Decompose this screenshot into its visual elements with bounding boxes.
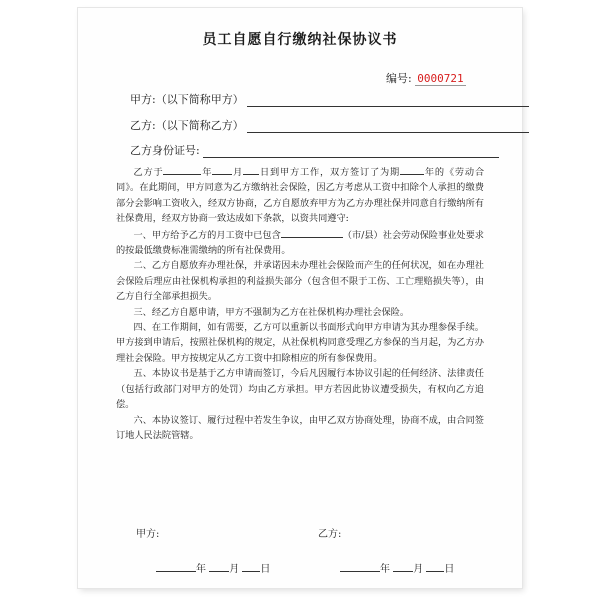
- intro-text-2: 年: [201, 167, 213, 178]
- party-b-month-label: 月: [413, 564, 424, 575]
- party-b-day-label: 日: [444, 564, 455, 575]
- party-a-label: 甲方:（以下简称甲方）: [130, 93, 244, 106]
- start-day-blank[interactable]: [243, 164, 259, 175]
- party-b-field[interactable]: [247, 120, 529, 133]
- party-a-month-label: 月: [229, 564, 240, 575]
- party-b-line: [130, 117, 529, 133]
- party-a-day-label: 日: [260, 564, 271, 575]
- clause-1-text-1: 一、甲方给予乙方的月工资中已包含: [133, 229, 281, 241]
- party-b-date: [340, 560, 454, 575]
- start-year-blank[interactable]: [163, 164, 201, 175]
- id-number-label: 乙方身份证号:: [130, 144, 200, 157]
- party-a-signature-label: 甲方:: [136, 529, 160, 540]
- party-b-signature-label: 乙方:: [318, 529, 342, 540]
- clause-6: 六、本协议签订、履行过程中若发生争议，由甲乙双方协商处理，协商不成，由合同签订地人民法院管辖。: [116, 414, 484, 441]
- intro-text-4: 日到甲方工作，双方签订了为期: [259, 167, 401, 178]
- clause-3: 三、经乙方自愿申请，甲方不强制为乙方在社保机构办理社会保险。: [133, 306, 410, 318]
- clause-1: [116, 227, 484, 259]
- id-number-line: [130, 142, 499, 158]
- id-number-field[interactable]: [203, 145, 499, 158]
- party-a-date: [156, 560, 270, 575]
- party-a-year-blank[interactable]: [156, 561, 196, 572]
- party-a-month-blank[interactable]: [209, 561, 229, 572]
- party-b-year-label: 年: [380, 564, 390, 575]
- party-b-label: 乙方:（以下简称乙方）: [130, 119, 244, 132]
- agreement-body: [116, 164, 484, 443]
- city-county-blank[interactable]: [281, 227, 343, 238]
- intro-text-5: 年的《劳动合同》。在此期间，甲方同意为乙方缴纳社会保险，因乙方考虑从工资中扣除个人承担的缴费部分会影响工资收入，经双方协商，乙方自愿放弃甲方为乙方办理社保并同意自行缴纳所有社保费用，经双方协商一致达成如下条款，以资共同遵守:: [116, 167, 485, 225]
- clause-5: 五、本协议书是基于乙方申请而签订，今后凡因履行本协议引起的任何经济、法律责任（包括行政部门对甲方的处罚）均由乙方承担。甲方若因此协议遭受损失，有权向乙方追偿。: [116, 368, 484, 411]
- clause-4: 四、在工作期间，如有需要，乙方可以重新以书面形式向甲方申请为其办理参保手续。甲方接到申请后，按照社保机构的规定，从社保机构同意受理乙方参保的当月起，为乙方办理社会保险。甲方按规定从乙方工资中扣除相应的所有参保费用。: [116, 322, 484, 364]
- serial-value: 0000721: [417, 72, 464, 85]
- intro-text-1: 乙方于: [133, 167, 164, 178]
- party-a-day-blank[interactable]: [242, 561, 260, 572]
- paragraph-intro: [116, 164, 484, 227]
- start-month-blank[interactable]: [212, 164, 232, 175]
- party-a-field[interactable]: [247, 94, 529, 107]
- agreement-sheet: [78, 8, 522, 588]
- intro-text-3: 月: [232, 167, 244, 178]
- document-title: 员工自愿自行缴纳社保协议书: [202, 32, 398, 48]
- party-b-month-blank[interactable]: [393, 561, 413, 572]
- contract-term-blank[interactable]: [400, 164, 424, 175]
- clause-2: 二、乙方自愿放弃办理社保，并承诺因未办理社会保险而产生的任何状况，如在办理社会保险后理应由社保机构承担的利益损失部分（包含但不限于工伤、工亡理赔损失等），由乙方自行全部承担损失。: [116, 260, 484, 303]
- party-a-line: [130, 91, 529, 107]
- party-b-day-blank[interactable]: [426, 561, 444, 572]
- party-b-year-blank[interactable]: [340, 561, 380, 572]
- serial-label: 编号:: [386, 72, 412, 85]
- clause-1-text-2: （市/县）社会劳动保险事业处要求的按最低缴费标准需缴纳的所有社保费用。: [116, 229, 484, 257]
- party-a-year-label: 年: [196, 564, 206, 575]
- serial-number: [386, 70, 466, 86]
